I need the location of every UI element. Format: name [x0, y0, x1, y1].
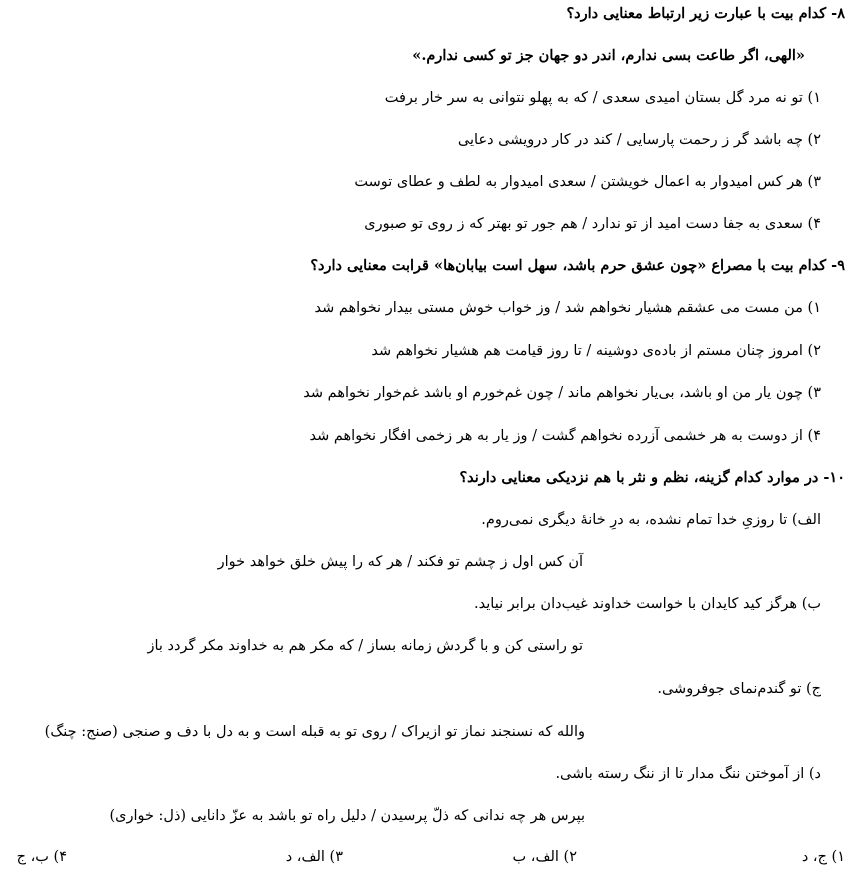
q9-option-2: ۲) امروز چنان مستم از باده‌ی دوشینه / تا روز قیامت هم هشیار نخواهم شد	[371, 343, 821, 359]
q10-prose-c: ج) تو گندم‌نمای جوفروشی.	[657, 681, 821, 697]
q9-title: ۹- کدام بیت با مصراع «چون عشق حرم باشد، سهل است بیابان‌ها» قرابت معنایی دارد؟	[310, 257, 845, 274]
q10-verse-a: آن کس اول ز چشم تو فکند / هر که را پیش خلق خواهد خوار	[217, 554, 583, 570]
q8-option-2: ۲) چه باشد گر ز رحمت پارسایی / کند در کار درویشی دعایی	[457, 132, 821, 148]
q8-title: ۸- کدام بیت با عبارت زیر ارتباط معنایی دارد؟	[566, 5, 845, 22]
q8-option-1: ۱) تو نه مرد گل بستان امیدی سعدی / که به پهلو نتوانی به سر خار برفت	[384, 90, 821, 106]
q10-answer-4: ۴) ب، ج	[16, 849, 67, 865]
q9-option-1: ۱) من مست می عشقم هشیار نخواهم شد / وز خواب خوش مستی بیدار نخواهم شد	[314, 300, 821, 316]
q8-quote: «الهی، اگر طاعت بسی ندارم، اندر دو جهان جز تو کسی ندارم.»	[412, 47, 805, 64]
q10-answer-1: ۱) ج، د	[801, 849, 845, 865]
q10-prose-d: د) از آموختن ننگ مدار تا از ننگ رسته باشی.	[555, 766, 821, 782]
q10-title: ۱۰- در موارد کدام گزینه، نظم و نثر با هم نزدیکی معنایی دارند؟	[459, 469, 845, 486]
q10-answers	[0, 846, 845, 868]
q10-answer-2: ۲) الف، ب	[512, 849, 577, 865]
q9-option-4: ۴) از دوست به هر خشمی آزرده نخواهم گشت / وز یار به هر زخمی افگار نخواهم شد	[309, 428, 821, 444]
q10-answer-3: ۳) الف، د	[285, 849, 343, 865]
q9-option-3: ۳) چون یار من او باشد، بی‌یار نخواهم ماند / چون غم‌خورم او باشد غم‌خوار نخواهم شد	[303, 385, 821, 401]
q10-verse-c: والله که نسنجند نماز تو ازیراک / روی تو به قبله است و به دل با دف و صنجی (صنج: چنگ)	[44, 724, 585, 740]
q10-verse-d: بپرس هر چه ندانی که ذلّ پرسیدن / دلیل راه تو باشد به عزّ دانایی (ذل: خواری)	[109, 808, 585, 824]
q8-option-4: ۴) سعدی به جفا دست امید از تو ندارد / هم جور تو بهتر که ز روی تو صبوری	[364, 216, 821, 232]
q10-verse-b: تو راستی کن و با گردش زمانه بساز / که مکر هم به خداوند مکر گردد باز	[147, 638, 583, 654]
q10-prose-b: ب) هرگز کید کایدان با خواست خداوند غیب‌دان برابر نیاید.	[474, 596, 821, 612]
q8-option-3: ۳) هر کس امیدوار به اعمال خویشتن / سعدی امیدوار به لطف و عطای توست	[354, 174, 821, 190]
q10-prose-a: الف) تا روزیِ خدا تمام نشده، به درِ خانهٔ دیگری نمی‌روم.	[481, 512, 821, 528]
